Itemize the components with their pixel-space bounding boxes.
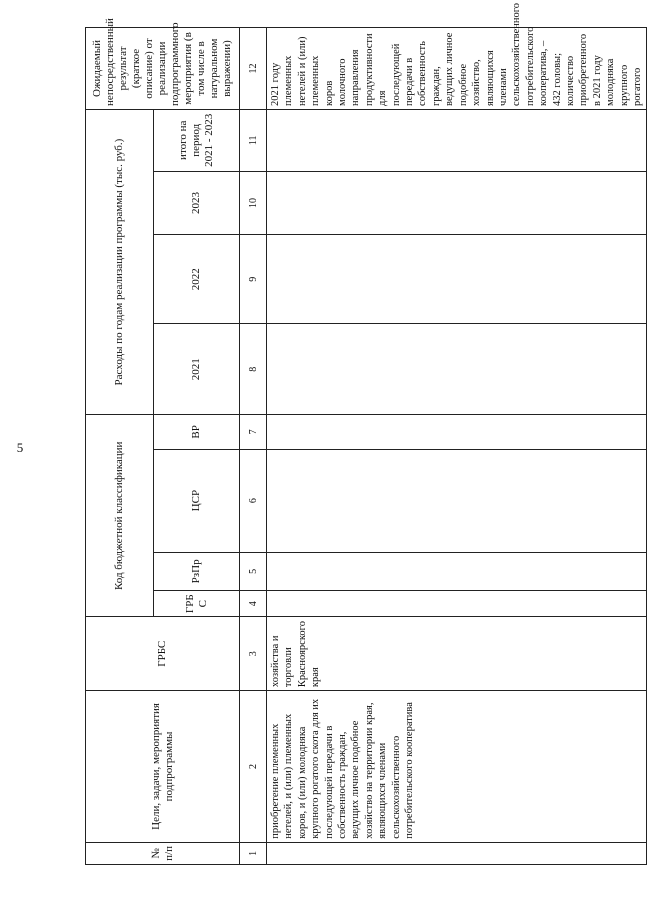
column-number: 12 [240, 28, 267, 110]
header-vr: ВР [154, 415, 240, 449]
row-rzpr [267, 552, 647, 590]
column-number: 6 [240, 449, 267, 552]
column-number: 9 [240, 235, 267, 324]
header-goals: Цели, задачи, мероприятия подпрограммы [86, 691, 240, 843]
header-csr: ЦСР [154, 449, 240, 552]
row-2021 [267, 324, 647, 415]
header-grbs-code: ГРБ С [154, 591, 240, 617]
column-number: 2 [240, 691, 267, 843]
header-total: итого на период 2021 - 2023 [154, 109, 240, 171]
header-2021: 2021 [154, 324, 240, 415]
column-number: 11 [240, 109, 267, 171]
row-vr [267, 415, 647, 449]
row-2022 [267, 235, 647, 324]
row-2023 [267, 171, 647, 235]
row-num [267, 842, 647, 864]
column-number: 3 [240, 617, 267, 691]
page-number: 5 [16, 440, 24, 455]
header-expenses: Расходы по годам реализации программы (тыс. руб.) [86, 109, 154, 414]
header-2022: 2022 [154, 235, 240, 324]
header-budget-code: Код бюджетной классификации [86, 415, 154, 617]
program-table [85, 2, 647, 865]
header-num: № п/п [86, 842, 240, 864]
rotated-table-wrapper [85, 2, 643, 865]
row-total [267, 109, 647, 171]
column-number: 10 [240, 171, 267, 235]
header-2023: 2023 [154, 171, 240, 235]
column-number: 1 [240, 842, 267, 864]
column-number: 8 [240, 324, 267, 415]
row-result: 2021 году племенных нетелей и (или) племенных коров молочного направления продуктивности для последующей передачи в собственность граждан, ведущих личное подобное хозяйство, являющихся членами сельскохозяйственного потребительского кооператива, – 432 головы; количество приобретенного в 2021 году молодняка крупного рогатого [267, 28, 647, 110]
row-csr [267, 449, 647, 552]
row-goals: приобретение племенных нетелей, и (или) племенных коров, и (или) молодняка крупного рогатого скота для их последующей передачи в собственность граждан, ведущих личное подобное хозяйство на территории края, являющихся членами сельскохозяйственного потребительского кооператива [267, 691, 647, 843]
row-grbs-code [267, 591, 647, 617]
header-grbs: ГРБС [86, 617, 240, 691]
header-rzpr: РзПр [154, 552, 240, 590]
row-grbs: хозяйства и торговли Красноярского края [267, 617, 647, 691]
column-number: 5 [240, 552, 267, 590]
column-number: 7 [240, 415, 267, 449]
header-result: Ожидаемый непосредственный результат (краткое описание) от реализации подпрограммного мероприятия (в том числе в натуральном выражении) [86, 28, 240, 110]
column-number: 4 [240, 591, 267, 617]
